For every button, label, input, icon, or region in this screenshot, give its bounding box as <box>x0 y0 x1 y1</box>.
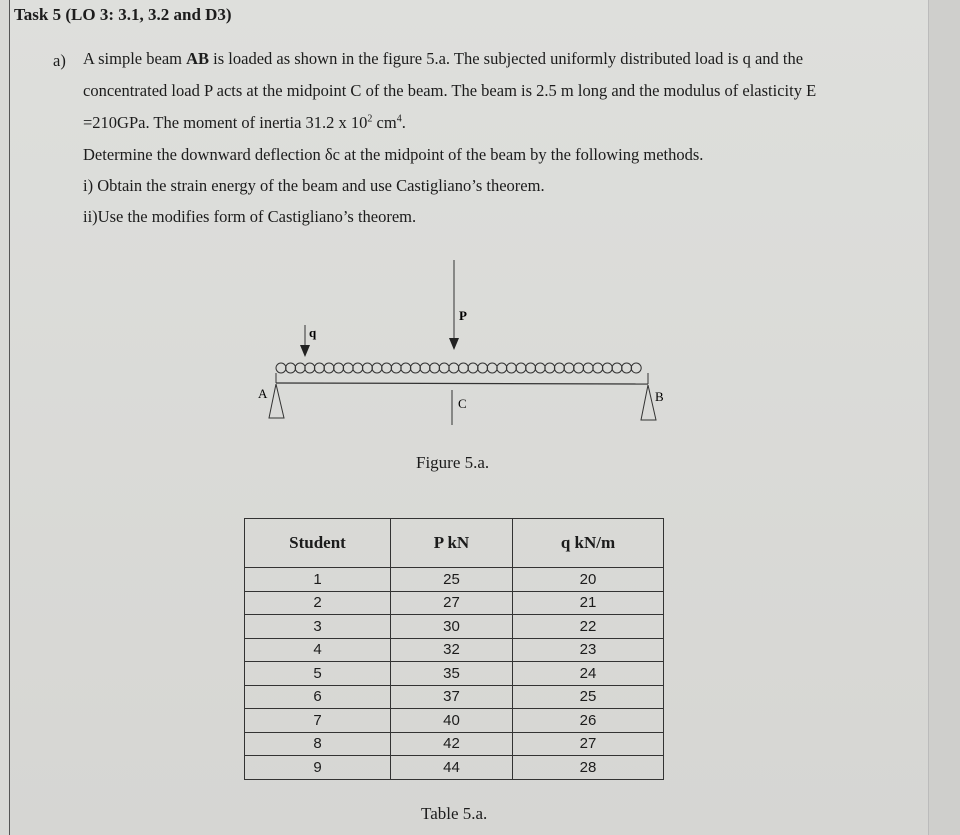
text: is loaded as shown in the figure 5.a. The subjected uniformly distributed load is q and the <box>209 49 804 68</box>
load-circle <box>439 363 449 373</box>
load-circle <box>276 363 286 373</box>
load-circle <box>362 363 372 373</box>
label-p: P <box>459 308 467 323</box>
load-circle <box>314 363 324 373</box>
table-row <box>245 709 664 733</box>
table-row <box>245 756 664 780</box>
table-row <box>245 615 664 639</box>
load-circle <box>487 363 497 373</box>
support-b-icon <box>641 385 656 420</box>
table-cell: 7 <box>245 709 391 733</box>
table-row <box>245 685 664 709</box>
load-circle <box>478 363 488 373</box>
load-circle <box>372 363 382 373</box>
load-circle <box>286 363 296 373</box>
beam-name: AB <box>186 49 210 68</box>
table-cell: 28 <box>513 756 664 780</box>
exponent: 2 <box>367 113 373 125</box>
load-circle <box>497 363 507 373</box>
table-cell: 21 <box>513 591 664 615</box>
table-row <box>245 638 664 662</box>
table-cell: 27 <box>391 591 513 615</box>
header-p: P kN <box>391 519 513 568</box>
load-circle <box>382 363 392 373</box>
table-cell: 2 <box>245 591 391 615</box>
load-circle <box>602 363 612 373</box>
load-circle <box>449 363 459 373</box>
load-circle <box>564 363 574 373</box>
load-circle <box>401 363 411 373</box>
load-circle <box>295 363 305 373</box>
load-circle <box>545 363 555 373</box>
load-circle <box>554 363 564 373</box>
load-circle <box>410 363 420 373</box>
table-cell: 9 <box>245 756 391 780</box>
question-line-4: Determine the downward deflection δc at the midpoint of the beam by the following methods. <box>83 145 704 164</box>
label-a: A <box>258 386 268 401</box>
table-cell: 1 <box>245 568 391 592</box>
task-title: Task 5 (LO 3: 3.1, 3.2 and D3) <box>14 5 232 24</box>
table-cell: 32 <box>391 638 513 662</box>
table-cell: 6 <box>245 685 391 709</box>
text: =210GPa. The moment of inertia 31.2 x 10 <box>83 113 368 132</box>
text: cm <box>372 113 397 132</box>
data-table <box>244 518 664 780</box>
question-line-6: ii)Use the modifies form of Castigliano’s theorem. <box>83 207 417 226</box>
text: A simple beam <box>83 49 187 68</box>
load-circle <box>593 363 603 373</box>
label-c: C <box>458 396 467 411</box>
table-cell: 5 <box>245 662 391 686</box>
table-cell: 20 <box>513 568 664 592</box>
load-circle <box>631 363 641 373</box>
table-caption: Table 5.a. <box>421 804 488 823</box>
table-cell: 25 <box>513 685 664 709</box>
label-q: q <box>309 325 317 340</box>
label-b: B <box>655 389 664 404</box>
question-line-5: i) Obtain the strain energy of the beam and use Castigliano’s theorem. <box>83 176 545 195</box>
load-circle <box>622 363 632 373</box>
load-circle <box>420 363 430 373</box>
table-cell: 3 <box>245 615 391 639</box>
exponent: 4 <box>396 113 402 125</box>
table-row <box>245 732 664 756</box>
table-cell: 23 <box>513 638 664 662</box>
table-cell: 22 <box>513 615 664 639</box>
load-circle <box>353 363 363 373</box>
distributed-load-circles <box>276 363 641 373</box>
table-cell: 27 <box>513 732 664 756</box>
load-circle <box>430 363 440 373</box>
table-row <box>245 662 664 686</box>
support-a-icon <box>269 384 284 418</box>
load-circle <box>526 363 536 373</box>
table-cell: 24 <box>513 662 664 686</box>
table-cell: 4 <box>245 638 391 662</box>
load-circle <box>458 363 468 373</box>
figure-caption: Figure 5.a. <box>416 453 490 472</box>
table-cell: 42 <box>391 732 513 756</box>
load-circle <box>583 363 593 373</box>
header-student: Student <box>245 519 391 568</box>
load-circle <box>516 363 526 373</box>
table-row <box>245 591 664 615</box>
load-circle <box>305 363 315 373</box>
table-row <box>245 568 664 592</box>
load-circle <box>506 363 516 373</box>
load-circle <box>574 363 584 373</box>
load-circle <box>535 363 545 373</box>
table-cell: 30 <box>391 615 513 639</box>
arrow-head-icon <box>449 338 459 350</box>
load-circle <box>468 363 478 373</box>
question-line-2: concentrated load P acts at the midpoint C of the beam. The beam is 2.5 m long and the modulus of elasticity E <box>83 81 817 100</box>
table-cell: 44 <box>391 756 513 780</box>
load-circle <box>343 363 353 373</box>
load-circle <box>612 363 622 373</box>
load-circle <box>334 363 344 373</box>
text: . <box>401 113 406 132</box>
load-circle <box>391 363 401 373</box>
question-label: a) <box>53 51 66 70</box>
table-cell: 35 <box>391 662 513 686</box>
table-cell: 26 <box>513 709 664 733</box>
table-cell: 37 <box>391 685 513 709</box>
table-cell: 8 <box>245 732 391 756</box>
load-circle <box>324 363 334 373</box>
arrow-head-icon <box>300 345 310 357</box>
beam <box>276 383 648 384</box>
table-cell: 40 <box>391 709 513 733</box>
table-cell: 25 <box>391 568 513 592</box>
header-q: q kN/m <box>513 519 664 568</box>
